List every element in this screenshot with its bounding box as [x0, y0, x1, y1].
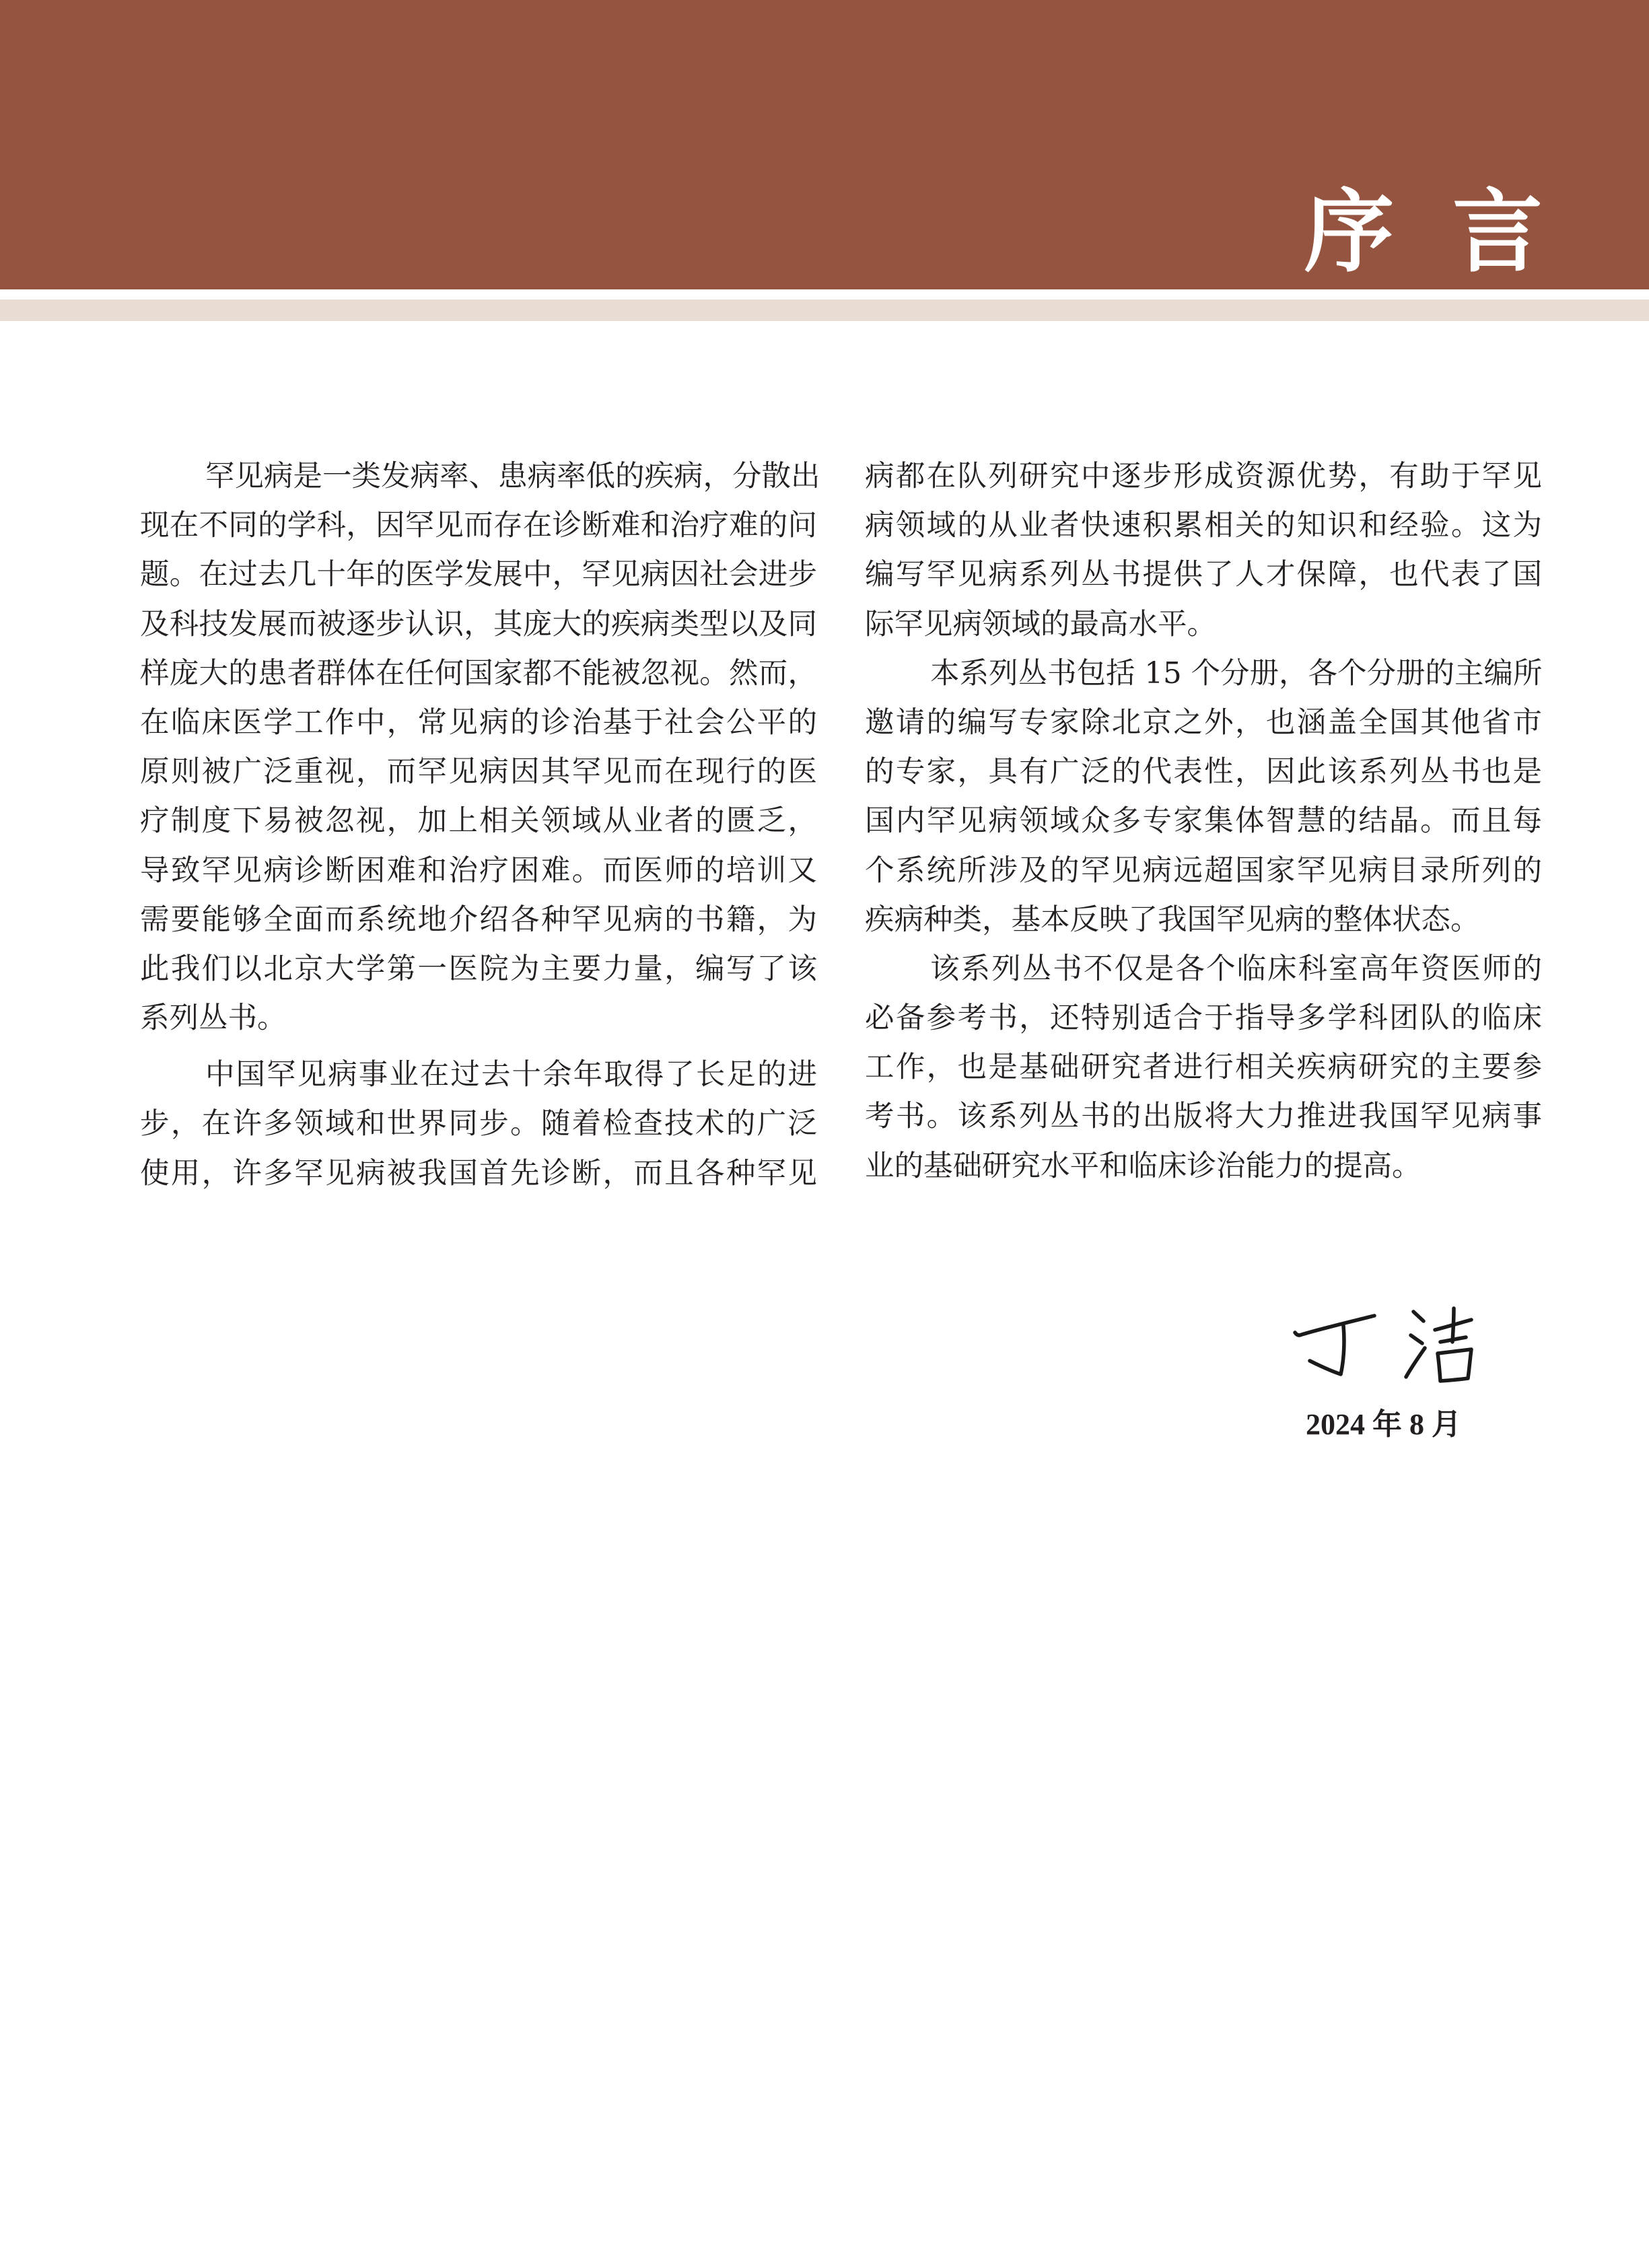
text-line: 题。在过去几十年的医学发展中，罕见病因社会进步 — [140, 558, 817, 592]
signature-stroke — [1413, 1312, 1424, 1321]
text-line: 现在不同的学科，因罕见而存在诊断难和治疗难的问 — [140, 509, 817, 543]
text-line: 步，在许多领域和世界同步。随着检查技术的广泛 — [140, 1107, 817, 1141]
text-line: 系列丛书。 — [140, 1001, 287, 1036]
signature-stroke — [1406, 1348, 1425, 1377]
text-line: 导致罕见病诊断困难和治疗困难。而医师的培训又 — [140, 853, 817, 888]
paragraph — [865, 945, 1542, 1191]
text-line: 的专家，具有广泛的代表性，因此该系列丛书也是 — [865, 755, 1542, 789]
text-line: 业的基础研究水平和临床诊治能力的提高。 — [865, 1149, 1422, 1183]
text-line: 此我们以北京大学第一医院为主要力量，编写了该 — [140, 952, 817, 986]
header-accent-stripe — [0, 299, 1649, 321]
text-line: 邀请的编写专家除北京之外，也涵盖全国其他省市 — [865, 705, 1542, 740]
text-column-left — [140, 452, 820, 1199]
signature-stroke — [1440, 1337, 1466, 1342]
text-line: 及科技发展而被逐步认识，其庞大的疾病类型以及同 — [140, 607, 817, 641]
text-line: 罕见病是一类发病率、患病率低的疾病，分散出 — [205, 460, 820, 493]
text-line: 使用，许多罕见病被我国首先诊断，而且各种罕见 — [140, 1156, 817, 1191]
text-line: 编写罕见病系列丛书提供了人才保障，也代表了国 — [865, 558, 1542, 592]
text-column-right — [865, 452, 1542, 1191]
text-line: 原则被广泛重视，而罕见病因其罕见而在现行的医 — [140, 755, 817, 789]
text-line: 样庞大的患者群体在任何国家都不能被忽视。然而， — [140, 656, 817, 690]
paragraph — [140, 452, 820, 1043]
paragraph-continued — [865, 452, 1542, 649]
text-line: 个系统所涉及的罕见病远超国家罕见病目录所列的 — [865, 853, 1542, 888]
signature-stroke — [1452, 1308, 1454, 1342]
paragraph — [865, 649, 1542, 945]
paragraph — [140, 1051, 817, 1199]
signature-stroke — [1411, 1335, 1422, 1343]
text-line: 该系列丛书不仅是各个临床科室高年资医师的 — [930, 952, 1542, 986]
text-line: 疗制度下易被忽视，加上相关领域从业者的匮乏， — [140, 804, 817, 839]
text-line: 疾病种类，基本反映了我国罕见病的整体状态。 — [865, 902, 1480, 937]
page-title: 序 言 — [1304, 178, 1543, 285]
text-line: 病都在队列研究中逐步形成资源优势，有助于罕见 — [865, 460, 1542, 493]
text-line: 必备参考书，还特别适合于指导多学科团队的临床 — [865, 1001, 1542, 1036]
signature-date: 2024 年 8 月 — [1306, 1408, 1461, 1441]
text-line: 工作，也是基础研究者进行相关疾病研究的主要参 — [865, 1051, 1542, 1085]
text-line: 考书。该系列丛书的出版将大力推进我国罕见病事 — [865, 1100, 1542, 1134]
signature-stroke — [1310, 1326, 1344, 1374]
text-line: 中国罕见病事业在过去十余年取得了长足的进 — [205, 1058, 817, 1092]
signature-stroke — [1295, 1316, 1374, 1335]
signature — [1286, 1299, 1487, 1393]
signature-stroke — [1438, 1349, 1471, 1381]
text-line: 际罕见病领域的最高水平。 — [865, 607, 1216, 641]
text-line: 国内罕见病领域众多专家集体智慧的结晶。而且每 — [865, 804, 1542, 839]
text-line: 在临床医学工作中，常见病的诊治基于社会公平的 — [140, 705, 817, 740]
text-line: 本系列丛书包括 15 个分册，各个分册的主编所 — [930, 656, 1543, 690]
text-line: 病领域的从业者快速积累相关的知识和经验。这为 — [865, 509, 1542, 543]
text-line: 需要能够全面而系统地介绍各种罕见病的书籍，为 — [140, 902, 817, 937]
